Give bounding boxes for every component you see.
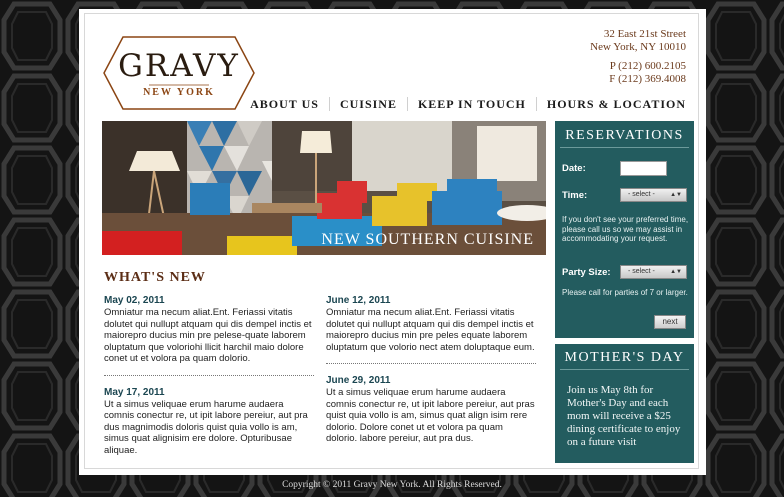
nav-keep-in-touch[interactable]: KEEP IN TOUCH bbox=[407, 97, 536, 111]
party-select-value: - select - bbox=[628, 268, 655, 275]
fax-number: F (212) 369.4008 bbox=[609, 73, 686, 85]
party-note: Please call for parties of 7 or larger. bbox=[562, 288, 688, 297]
select-arrows-icon: ▲▼ bbox=[670, 269, 682, 275]
time-select[interactable] bbox=[620, 188, 687, 202]
nav-hours-location[interactable]: HOURS & LOCATION bbox=[536, 97, 686, 111]
main-nav bbox=[240, 97, 686, 111]
time-select-value: - select - bbox=[628, 191, 655, 198]
reservations-panel bbox=[555, 121, 694, 338]
post-divider bbox=[326, 363, 536, 364]
post-text: Omniatur ma necum aliat.Ent. Feriassi vitatis dolutet qui nullupt atquam qui dis dempel inctis et maiorepro ducius min pre pelese-quate laborem oluptatum que voloriohi llicit harchil maio dolore conet ut et volora pa quam dolorio. bbox=[104, 307, 312, 364]
time-label: Time: bbox=[562, 190, 588, 201]
reservations-title: RESERVATIONS bbox=[560, 121, 689, 148]
party-size-select[interactable] bbox=[620, 265, 687, 279]
page-container bbox=[79, 9, 706, 475]
address-block bbox=[590, 28, 686, 86]
nav-cuisine[interactable]: CUISINE bbox=[329, 97, 407, 111]
time-note: If you don't see your preferred time, please call us so we may assist in accommodating your request. bbox=[562, 215, 689, 243]
address-street: 32 East 21st Street bbox=[603, 28, 686, 40]
logo-wordmark: GRAVY bbox=[118, 48, 240, 84]
post-text: Omniatur ma necum aliat.Ent. Feriassi vitatis dolutet qui nullupt atquam qui dis dempel inctis et maiorepro ducius min pre peles equate laborem oluptatum que volorio nect atem doluptaque eum. bbox=[326, 307, 535, 353]
post-date: June 12, 2011 bbox=[326, 295, 391, 306]
post-date: May 02, 2011 bbox=[104, 295, 165, 306]
nav-about-us[interactable]: ABOUT US bbox=[250, 97, 319, 111]
footer-copyright: Copyright © 2011 Gravy New York. All Rights Reserved. bbox=[282, 480, 502, 490]
news-post bbox=[104, 386, 314, 457]
post-date: May 17, 2011 bbox=[104, 386, 165, 398]
logo[interactable] bbox=[101, 31, 257, 115]
logo-city: NEW YORK bbox=[143, 87, 215, 98]
inner-frame bbox=[84, 13, 699, 469]
hero-image bbox=[102, 121, 546, 255]
next-button[interactable]: next bbox=[654, 315, 686, 329]
mothers-day-title: MOTHER'S DAY bbox=[560, 344, 689, 370]
mothers-day-panel bbox=[555, 344, 694, 463]
party-size-label: Party Size: bbox=[562, 267, 611, 278]
mothers-day-text: Join us May 8th for Mother's Day and each mom will receive a $25 dining certificate to enjoy on a future visit bbox=[567, 384, 681, 448]
date-label: Date: bbox=[562, 163, 586, 174]
whats-new-heading: WHAT'S NEW bbox=[104, 270, 206, 285]
phone-number[interactable]: P (212) 600.2105 bbox=[609, 60, 686, 72]
select-arrows-icon: ▲▼ bbox=[670, 192, 682, 198]
news-post bbox=[326, 294, 536, 353]
news-column-left bbox=[104, 294, 314, 464]
post-date: June 29, 2011 bbox=[326, 375, 391, 386]
news-post bbox=[104, 294, 314, 365]
post-text: Ut a simus veliquae erum harume audaera comnis conectur re, ut ipit labore pereiur, aut pra dus magnimodis doloris quist quia vollo is am, simus quat alignisim ere dolore. Opturibusae aliquae. bbox=[104, 398, 308, 456]
post-text: Ut a simus veliquae erum harume audaera comnis conectur re, ut ipit labore pereiur, aut pras quist quia vollo is am, simus quat align isim rere dolorio. Dolore conet ut et volora pa quam dolorio. labore pereiur, aut pra dus. bbox=[326, 387, 535, 444]
news-post bbox=[326, 374, 536, 445]
news-column-right bbox=[326, 294, 536, 453]
hero-caption: NEW SOUTHERN CUISINE bbox=[321, 231, 534, 248]
post-divider bbox=[104, 375, 314, 376]
date-input[interactable] bbox=[620, 161, 667, 176]
address-city: New York, NY 10010 bbox=[590, 41, 686, 53]
